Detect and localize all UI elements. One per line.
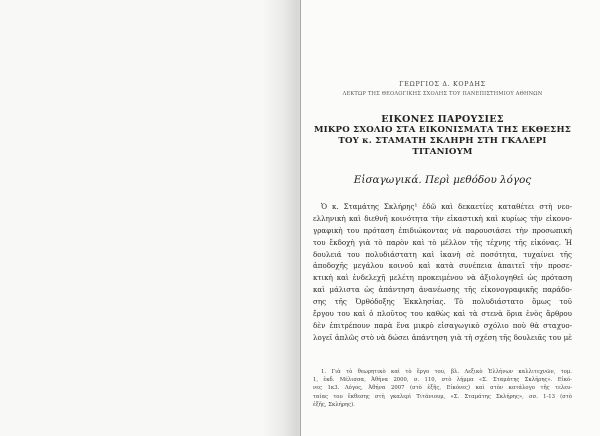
body-line: δουλειά του πολυδιάστατη καὶ ἱκανὴ σὲ ποσότητα, τυχαίνει τῆς bbox=[313, 249, 572, 259]
title-line-1: ΕΙΚΟΝΕΣ ΠΑΡΟΥΣΙΕΣ bbox=[381, 114, 504, 125]
author-affiliation: ΛΕΚΤΩΡ ΤΗΣ ΘΕΟΛΟΓΙΚΗΣ ΣΧΟΛΗΣ ΤΟΥ ΠΑΝΕΠΙΣΤΗΜΙΟΥ ΑΘΗΝΩΝ bbox=[342, 91, 543, 97]
footnotes bbox=[313, 368, 572, 409]
body-line: γραφικὴ του πρόταση ἐπιδιώκοντας νὰ παρουσιάσει τὴν προσωπική bbox=[313, 225, 572, 235]
body-line: ἔργου του καὶ ὁ πλοῦτος του καθὼς καὶ τὰ στενὰ ὅρια ἑνὸς ἄρθρου bbox=[313, 309, 572, 319]
body-text bbox=[313, 201, 572, 344]
author-name: ΓΕΩΡΓΙΟΣ Δ. ΚΟΡΔΗΣ bbox=[399, 81, 486, 88]
body-line: ἀποδοχῆς μεγάλου κοινοῦ καὶ κατὰ συνέπεια ἀπαιτεῖ τὴν προσε- bbox=[313, 261, 572, 271]
body-line: δὲν ἐπιτρέπουν παρὰ ἕνα μικρὸ εἰσαγωγικὸ σχόλιο ποὺ θὰ σταχυο- bbox=[313, 320, 572, 330]
footnote-line: 1. Γιὰ τὸ θεωρητικὸ καὶ τὸ ἔργο του, βλ. Λεξικὸ Ἑλλήνων καλλιτεχνῶν, τομ. bbox=[321, 368, 572, 375]
gutter-shadow bbox=[262, 0, 302, 436]
body-line: λογεῖ ἁπλῶς στὸ νὰ δώσει ἀπάντηση γιὰ τὴ σχέση τῆς δουλειᾶς του μὲ bbox=[313, 332, 572, 342]
footnote-line: νες 1κ3. Λόγος, Ἀθήνα 2007 (στὸ ἑξῆς, Εἰκόνες) καὶ στὸν κατάλογο τῆς τελευ- bbox=[313, 385, 572, 392]
body-line: σης τῆς Ὀρθόδοξης Ἐκκλησίας. Τὸ πολυδιάστατο ὅμως τοῦ bbox=[313, 297, 572, 307]
footnote-line: ἑξῆς, Σκλήρης). bbox=[313, 401, 355, 408]
article-content bbox=[313, 80, 572, 409]
section-subtitle: Εἰσαγωγικά. Περὶ μεθόδου λόγος bbox=[353, 174, 532, 186]
title-line-3: ΤΟΥ κ. ΣΤΑΜΑΤΗ ΣΚΛΗΡΗ ΣΤΗ ΓΚΑΛΕΡΙ ΤΙΤΑΝΙΟΥΜ bbox=[338, 136, 547, 157]
body-line: Ὁ κ. Σταμάτης Σκλήρης¹ ἐδῶ καὶ δεκαετίες καταθέτει στὴ νεο- bbox=[321, 202, 572, 211]
title-line-2: ΜΙΚΡΟ ΣΧΟΛΙΟ ΣΤΑ ΕΙΚΟΝΙΣΜΑΤΑ ΤΗΣ ΕΚΘΕΣΗΣ bbox=[313, 125, 572, 135]
article-title bbox=[313, 114, 572, 158]
body-line: ελληνικὴ καὶ διεθνῆ κοινότητα τὴν εἰκαστικὴ καὶ κυρίως τὴν εἰκονο- bbox=[313, 213, 572, 223]
body-line: κτικὴ καὶ ἐνδελεχῆ μελέτη προκειμένου νὰ ἀξιολογηθεῖ ὡς πρόταση bbox=[313, 273, 572, 283]
left-page-blank bbox=[0, 0, 298, 436]
body-line: καὶ μάλιστα ὡς ἀπάντηση ἀνανέωσης τῆς εἰκονογραφικῆς παράδο- bbox=[313, 285, 572, 295]
footnote-line: ταίας του ἔκθεσης στὴ γκαλερὶ Τιτάνιουμ, «Σ. Σταμάτης Σκλήρης», σσ. 1-13 (στὸ bbox=[313, 393, 572, 400]
body-line: του ἔκδοχὴ γιὰ τὸ παρὸν καὶ τὸ μέλλον τῆς τέχνης τῆς εἰκόνας. Ἡ bbox=[313, 237, 572, 247]
footnote-line: 1, ἐκδ. Μέλισσα, Ἀθήνα 2000, σ. 110, στὸ λήμμα «Σ. Σταμάτης Σκλήρης». Εἰκό- bbox=[313, 376, 572, 383]
